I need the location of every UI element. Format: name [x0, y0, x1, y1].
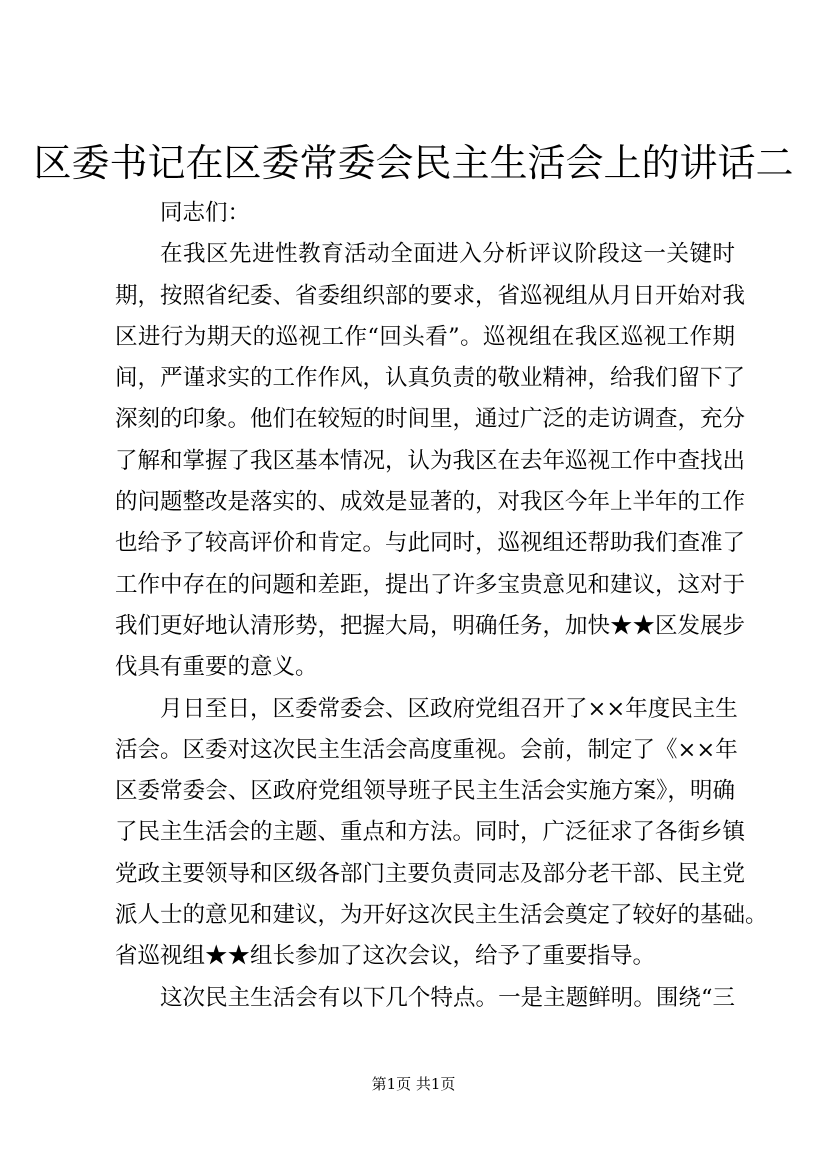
text-line: 区进行为期天的巡视工作“回头看”。巡视组在我区巡视工作期	[115, 323, 735, 350]
text-line: 在我区先进性教育活动全面进入分析评议阶段这一关键时	[160, 241, 735, 268]
text-line: 了民主生活会的主题、重点和方法。同时，广泛征求了各街乡镇	[115, 819, 746, 846]
text-line: 区委常委会、区政府党组领导班子民主生活会实施方案》，明确	[115, 778, 735, 805]
text-line: 工作中存在的问题和差距，提出了许多宝贵意见和建议，这对于	[115, 571, 746, 598]
text-line: 的问题整改是落实的、成效是显著的，对我区今年上半年的工作	[115, 489, 746, 516]
document-title: 区委书记在区委常委会民主生活会上的讲话二	[33, 141, 794, 185]
text-line: 也给予了较高评价和肯定。与此同时，巡视组还帮助我们查准了	[115, 530, 746, 557]
text-line: 活会。区委对这次民主生活会高度重视。会前，制定了《××年	[115, 736, 738, 763]
text-line: 深刻的印象。他们在较短的时间里，通过广泛的走访调查，充分	[115, 406, 746, 433]
text-line: 这次民主生活会有以下几个特点。一是主题鲜明。围绕“三	[160, 984, 735, 1011]
text-line: 派人士的意见和建议，为开好这次民主生活会奠定了较好的基础。	[115, 902, 768, 929]
document-body	[115, 193, 768, 1019]
text-line: 伐具有重要的意义。	[115, 654, 318, 681]
text-line: 同志们：	[160, 200, 251, 226]
text-line: 党政主要领导和区级各部门主要负责同志及部分老干部、民主党	[115, 860, 746, 887]
text-line: 间，严谨求实的工作作风，认真负责的敬业精神，给我们留下了	[115, 365, 746, 392]
text-line: 了解和掌握了我区基本情况，认为我区在去年巡视工作中查找出	[115, 447, 746, 474]
text-line: 我们更好地认清形势，把握大局，明确任务，加快★★区发展步	[115, 612, 746, 639]
text-line: 期，按照省纪委、省委组织部的要求，省巡视组从月日开始对我	[115, 282, 746, 309]
text-line: 省巡视组★★组长参加了这次会议，给予了重要指导。	[115, 943, 656, 970]
text-line: 月日至日，区委常委会、区政府党组召开了××年度民主生	[160, 695, 738, 722]
page-footer: 第1页 共1页	[371, 1075, 456, 1093]
